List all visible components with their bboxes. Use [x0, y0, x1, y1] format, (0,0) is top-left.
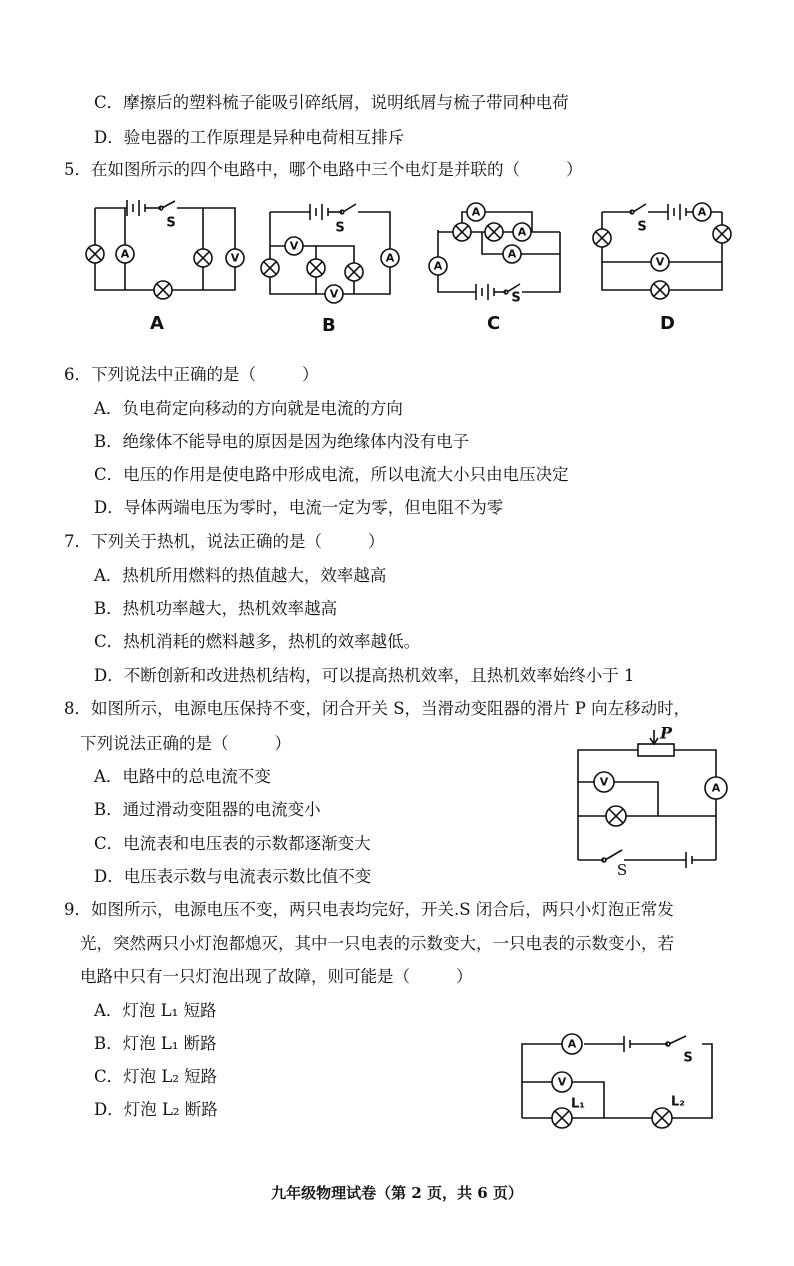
q6-option-c: C．电压的作用是使电路中形成电流，所以电流大小只由电压决定 [94, 465, 569, 484]
ammeter-icon [513, 223, 531, 241]
figure-label-a: A [150, 313, 164, 334]
svg-text:A: A [567, 1037, 577, 1051]
q8-option-d: D．电压表示数与电流表示数比值不变 [94, 867, 372, 886]
ammeter-icon [381, 249, 399, 267]
svg-text:A: A [517, 225, 527, 239]
svg-text:V: V [230, 251, 240, 265]
q6-option-d: D．导体两端电压为零时，电流一定为零，但电阻不为零 [94, 498, 504, 517]
svg-text:A: A [507, 247, 517, 261]
figure-label-b: B [322, 315, 336, 336]
ammeter-icon [467, 203, 485, 221]
q7-option-c: C．热机消耗的燃料越多，热机的效率越低。 [94, 632, 421, 651]
lamp-icon [453, 223, 471, 241]
svg-text:A: A [471, 205, 481, 219]
svg-text:V: V [289, 239, 299, 253]
q4-option-c: C．摩擦后的塑料梳子能吸引碎纸屑，说明纸屑与梳子带同种电荷 [94, 93, 569, 112]
q8-stem-line1: 8．如图所示，电源电压保持不变，闭合开关 S，当滑动变阻器的滑片 P 向左移动时， [64, 699, 691, 718]
svg-text:V: V [599, 775, 609, 789]
q5-stem: 5．在如图所示的四个电路中，哪个电路中三个电灯是并联的（ ） [64, 160, 583, 179]
voltmeter-icon [285, 237, 303, 255]
lamp-icon [485, 223, 503, 241]
lamp-icon [652, 1108, 672, 1128]
q7-option-a: A．热机所用燃料的热值越大，效率越高 [94, 566, 387, 585]
svg-text:L₁: L₁ [571, 1096, 585, 1112]
lamp-icon [593, 229, 611, 247]
ammeter-icon [116, 245, 134, 263]
svg-text:A: A [385, 251, 395, 265]
q9-stem-line1: 9．如图所示，电源电压不变，两只电表均完好，开关.S 闭合后，两只小灯泡正常发 [64, 900, 674, 919]
q9-stem-line2: 光，突然两只小灯泡都熄灭，其中一只电表的示数变大，一只电表的示数变小，若 [80, 934, 674, 953]
voltmeter-icon [226, 249, 244, 267]
ammeter-icon [705, 777, 727, 799]
ammeter-icon [693, 203, 711, 221]
circuit-a [95, 200, 245, 300]
q9-option-d: D．灯泡 L₂ 断路 [94, 1100, 218, 1119]
q6-option-b: B．绝缘体不能导电的原因是因为绝缘体内没有电子 [94, 432, 470, 451]
ammeter-icon [503, 245, 521, 263]
lamp-icon [261, 259, 279, 277]
lamp-icon [552, 1108, 572, 1128]
circuit-b [270, 200, 400, 305]
q7-stem: 7．下列关于热机，说法正确的是（ ） [64, 532, 385, 551]
q4-option-d: D．验电器的工作原理是异种电荷相互排斥 [94, 128, 405, 147]
circuit-c [432, 200, 567, 306]
lamp-icon [345, 263, 363, 281]
svg-text:P: P [659, 723, 673, 743]
voltmeter-icon [552, 1072, 572, 1092]
lamp-icon [651, 281, 669, 299]
svg-text:A: A [120, 247, 130, 261]
svg-text:S: S [637, 219, 647, 235]
q9-option-a: A．灯泡 L₁ 短路 [94, 1001, 217, 1020]
q8-stem-line2: 下列说法正确的是（ ） [80, 734, 291, 753]
voltmeter-icon [651, 253, 669, 271]
svg-text:A: A [711, 781, 721, 795]
q8-option-a: A．电路中的总电流不变 [94, 767, 271, 786]
svg-text:S: S [683, 1050, 693, 1066]
q6-stem: 6．下列说法中正确的是（ ） [64, 365, 319, 384]
figure-label-d: D [660, 313, 675, 334]
svg-text:V: V [329, 287, 339, 301]
lamp-icon [307, 259, 325, 277]
q6-option-a: A．负电荷定向移动的方向就是电流的方向 [94, 399, 403, 418]
svg-text:A: A [433, 259, 443, 273]
q8-option-b: B．通过滑动变阻器的电流变小 [94, 800, 321, 819]
lamp-icon [154, 281, 172, 299]
voltmeter-icon [594, 772, 614, 792]
svg-text:L₂: L₂ [671, 1094, 685, 1110]
q7-option-b: B．热机功率越大，热机效率越高 [94, 599, 338, 618]
q9-option-c: C．灯泡 L₂ 短路 [94, 1067, 218, 1086]
lamp-icon [86, 245, 104, 263]
q7-option-d: D．不断创新和改进热机结构，可以提高热机效率，且热机效率始终小于 1 [94, 666, 635, 685]
svg-text:S: S [616, 861, 628, 879]
svg-text:V: V [655, 255, 665, 269]
svg-text:S: S [166, 215, 176, 231]
circuit-q9 [522, 1032, 722, 1132]
svg-text:V: V [557, 1075, 567, 1089]
svg-text:S: S [335, 220, 345, 236]
q9-stem-line3: 电路中只有一只灯泡出现了故障，则可能是（ ） [80, 967, 473, 986]
figure-label-c: C [487, 313, 501, 334]
q8-option-c: C．电流表和电压表的示数都逐渐变大 [94, 834, 371, 853]
ammeter-icon [562, 1034, 582, 1054]
voltmeter-icon [325, 285, 343, 303]
circuit-d [598, 200, 738, 300]
svg-text:S: S [511, 290, 521, 306]
page-footer: 九年级物理试卷（第 2 页，共 6 页） [271, 1184, 523, 1202]
circuit-q8 [578, 723, 738, 879]
q9-option-b: B．灯泡 L₁ 断路 [94, 1034, 217, 1053]
lamp-icon [194, 249, 212, 267]
ammeter-icon [429, 257, 447, 275]
lamp-icon [606, 806, 626, 826]
lamp-icon [713, 225, 731, 243]
svg-text:A: A [697, 205, 707, 219]
